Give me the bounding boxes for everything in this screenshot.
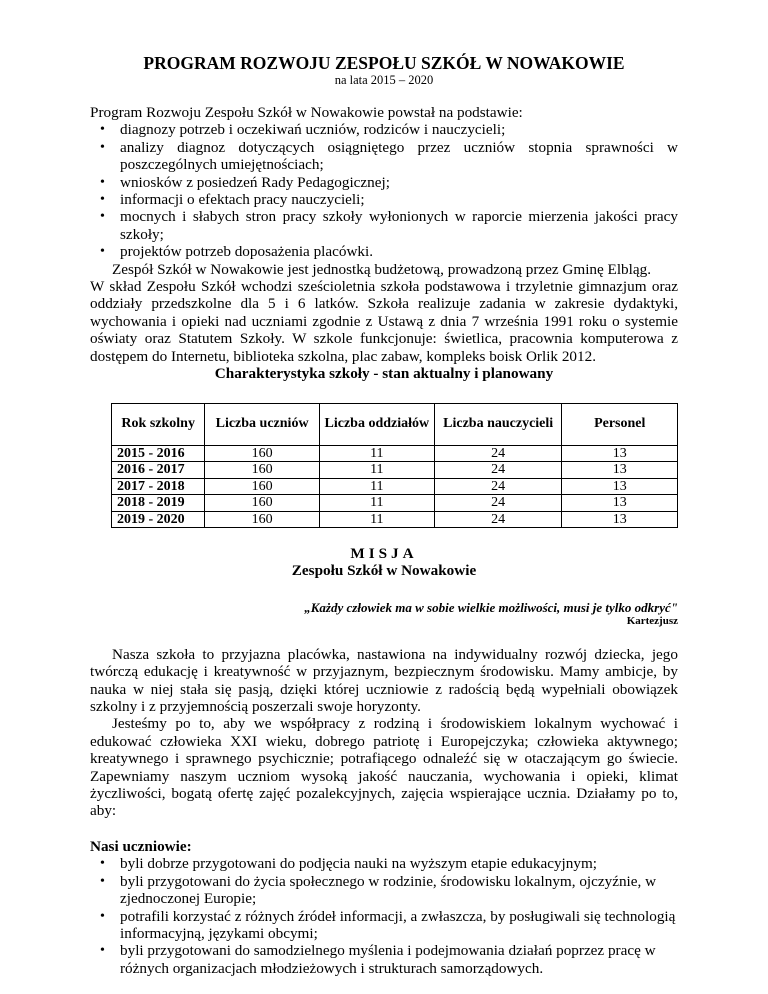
- document-subtitle: na lata 2015 – 2020: [334, 73, 434, 87]
- table-cell: 2016 - 2017: [112, 462, 205, 479]
- list-item: • diagnozy potrzeb i oczekiwań uczniów, rodziców i nauczycieli;: [90, 121, 678, 138]
- column-header: Liczba oddziałów: [319, 403, 434, 445]
- table-row: [112, 495, 678, 512]
- list-item: • wniosków z posiedzeń Rady Pedagogicznej;: [90, 174, 678, 191]
- table-cell: 24: [434, 495, 562, 512]
- table-cell: 13: [562, 495, 678, 512]
- table-caption: Charakterystyka szkoły - stan aktualny i planowany: [214, 365, 554, 383]
- table-cell: 13: [562, 462, 678, 479]
- school-stats-table: [111, 403, 678, 529]
- table-cell: 2015 - 2016: [112, 445, 205, 462]
- table-row: [112, 511, 678, 528]
- table-cell: 13: [562, 445, 678, 462]
- table-cell: 24: [434, 445, 562, 462]
- intro-lead: Program Rozwoju Zespołu Szkół w Nowakowie powstał na podstawie:: [90, 104, 523, 121]
- document-title: PROGRAM ROZWOJU ZESPOŁU SZKÓŁ W NOWAKOWIE: [143, 53, 625, 73]
- table-cell: 160: [205, 495, 319, 512]
- table-cell: 24: [434, 478, 562, 495]
- students-bullet-list: [90, 855, 678, 977]
- table-cell: 24: [434, 511, 562, 528]
- intro-paragraph-2: W skład Zespołu Szkół wchodzi sześcioletnia szkoła podstawowa i trzyletnie gimnazjum oraz oddziały przedszkolne dla 5 i 6 latków. Szkoła realizuje zadania w zakresie dydaktyki, wychowania i opieki nad uczniami zgodnie z Ustawą z dnia 7 września 1991 roku o systemie oświaty oraz Statutem Szkoły. W szkole funkcjonuje: świetlica, pracownia komputerowa z dostępem do Internetu, biblioteka szkolna, plac zabaw, kompleks boisk Orlik 2012.: [90, 278, 678, 365]
- column-header: Liczba nauczycieli: [434, 403, 562, 445]
- mission-paragraph-1: Nasza szkoła to przyjazna placówka, nastawiona na indywidualny rozwój dziecka, jego twórczą edukację i kreatywność w przyjaznym, bezpiecznym środowisku. Mamy ambicje, by nauka w niej stała się pasją, dzięki której uczniowie z radością będą wypełniali obowiązek szkolny i z przyjemnością poszerzali swoje horyzonty.: [90, 645, 678, 716]
- table-cell: 11: [319, 511, 434, 528]
- list-item: • analizy diagnoz dotyczących osiągniętego przez uczniów stopnia sprawności w poszczególnych umiejętnościach;: [90, 139, 678, 174]
- list-item: • potrafili korzystać z różnych źródeł informacji, a zwłaszcza, by posługiwali się technologią informacyjną, językami obcymi;: [90, 908, 678, 943]
- table-cell: 160: [205, 462, 319, 479]
- list-item: • projektów potrzeb doposażenia placówki.: [90, 243, 678, 260]
- mission-quote: „Każdy człowiek ma w sobie wielkie możliwości, musi je tylko odkryć": [304, 599, 678, 615]
- list-item: • byli dobrze przygotowani do podjęcia nauki na wyższym etapie edukacyjnym;: [90, 855, 678, 872]
- table-row: [112, 445, 678, 462]
- mission-heading: MISJA: [350, 545, 418, 562]
- table-cell: 13: [562, 511, 678, 528]
- intro-bullet-list: [90, 121, 678, 260]
- document-page: [90, 54, 678, 977]
- table-cell: 24: [434, 462, 562, 479]
- table-cell: 2018 - 2019: [112, 495, 205, 512]
- quote-author: Kartezjusz: [626, 614, 678, 627]
- table-cell: 160: [205, 478, 319, 495]
- column-header: Rok szkolny: [112, 403, 205, 445]
- table-cell: 160: [205, 511, 319, 528]
- table-cell: 2017 - 2018: [112, 478, 205, 495]
- table-cell: 13: [562, 478, 678, 495]
- table-cell: 11: [319, 445, 434, 462]
- table-cell: 11: [319, 478, 434, 495]
- list-item: • informacji o efektach pracy nauczycieli;: [90, 191, 678, 208]
- column-header: Liczba uczniów: [205, 403, 319, 445]
- list-item: • mocnych i słabych stron pracy szkoły wyłonionych w raporcie mierzenia jakości pracy szkoły;: [90, 208, 678, 243]
- intro-paragraph-1: Zespół Szkół w Nowakowie jest jednostką budżetową, prowadzoną przez Gminę Elbląg.: [112, 260, 652, 278]
- table-row: [112, 462, 678, 479]
- table-header-row: [112, 403, 678, 445]
- table-cell: 2019 - 2020: [112, 511, 205, 528]
- table-cell: 11: [319, 495, 434, 512]
- table-row: [112, 478, 678, 495]
- table-cell: 11: [319, 462, 434, 479]
- students-heading: Nasi uczniowie:: [90, 837, 192, 855]
- column-header: Personel: [562, 403, 678, 445]
- list-item: • byli przygotowani do życia społecznego w rodzinie, środowisku lokalnym, ojczyźnie, w zjednoczonej Europie;: [90, 873, 678, 908]
- mission-subheading: Zespołu Szkół w Nowakowie: [291, 562, 477, 580]
- mission-paragraph-2: Jesteśmy po to, aby we współpracy z rodziną i środowiskiem lokalnym wychować i edukować człowieka XXI wieku, dobrego patriotę i Europejczyka; człowieka aktywnego; kreatywnego i sprawnego psychicznie; potrafiącego odnaleźć się w otaczającym go świecie. Zapewniamy naszym uczniom wysoką jakość nauczania, wychowania i opieki, klimat życzliwości, bogatą ofertę zajęć pozalekcyjnych, zajęcia wspierające ucznia. Działamy po to, aby:: [90, 715, 678, 820]
- list-item: • byli przygotowani do samodzielnego myślenia i podejmowania działań poprzez pracę w różnych organizacjach młodzieżowych i strukturach samorządowych.: [90, 942, 678, 977]
- table-cell: 160: [205, 445, 319, 462]
